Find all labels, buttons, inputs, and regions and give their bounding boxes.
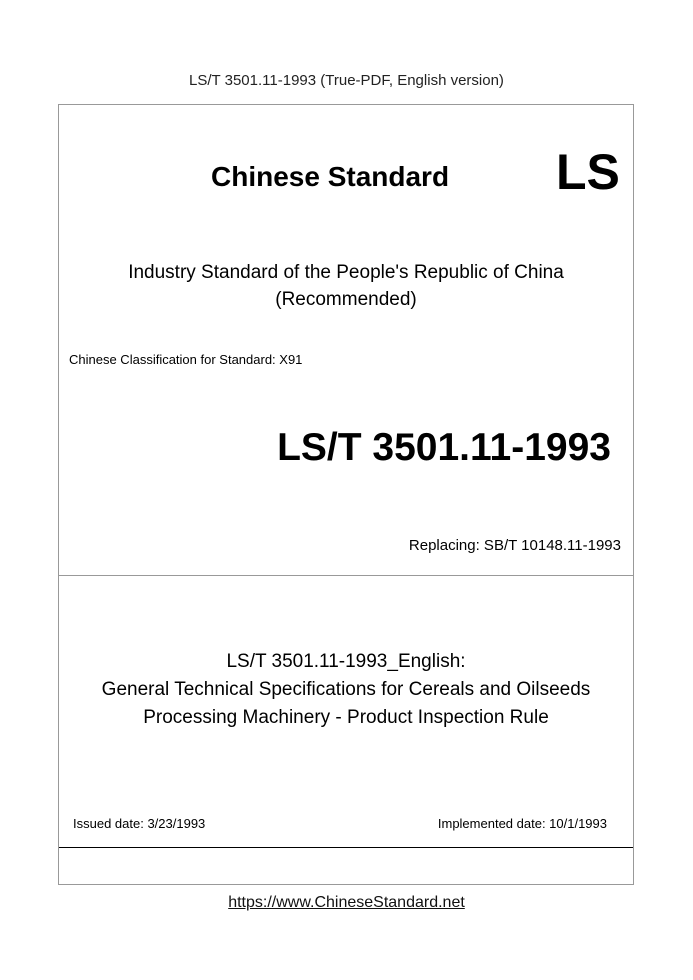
- footer: [0, 894, 693, 912]
- standard-number: LS/T 3501.11-1993: [277, 426, 611, 469]
- industry-line-2: (Recommended): [275, 289, 417, 310]
- cover-bottom-strip: [59, 847, 633, 884]
- cover-title: Chinese Standard: [211, 161, 450, 192]
- page-header: LS/T 3501.11-1993 (True-PDF, English version): [189, 72, 504, 89]
- document-title-line-1: LS/T 3501.11-1993_English:: [226, 651, 466, 672]
- standard-code-mark: LS: [556, 144, 620, 200]
- cover-top-section: [59, 105, 633, 576]
- implemented-date: Implemented date: 10/1/1993: [437, 816, 607, 831]
- issued-date: Issued date: 3/23/1993: [73, 816, 206, 831]
- replacing-note: Replacing: SB/T 10148.11-1993: [408, 537, 621, 554]
- industry-statement: [59, 259, 633, 313]
- document-title-line-3: Processing Machinery - Product Inspection Rule: [143, 707, 549, 728]
- website-link[interactable]: https://www.ChineseStandard.net: [228, 894, 465, 911]
- document-title-line-2: General Technical Specifications for Cereals and Oilseeds: [101, 679, 591, 700]
- industry-line-1: Industry Standard of the People's Republic of China: [128, 262, 564, 283]
- document-title: [59, 648, 633, 732]
- cover-title-section: [59, 576, 633, 847]
- cover-frame: [58, 104, 634, 885]
- classification-label: Chinese Classification for Standard: X91: [69, 352, 303, 367]
